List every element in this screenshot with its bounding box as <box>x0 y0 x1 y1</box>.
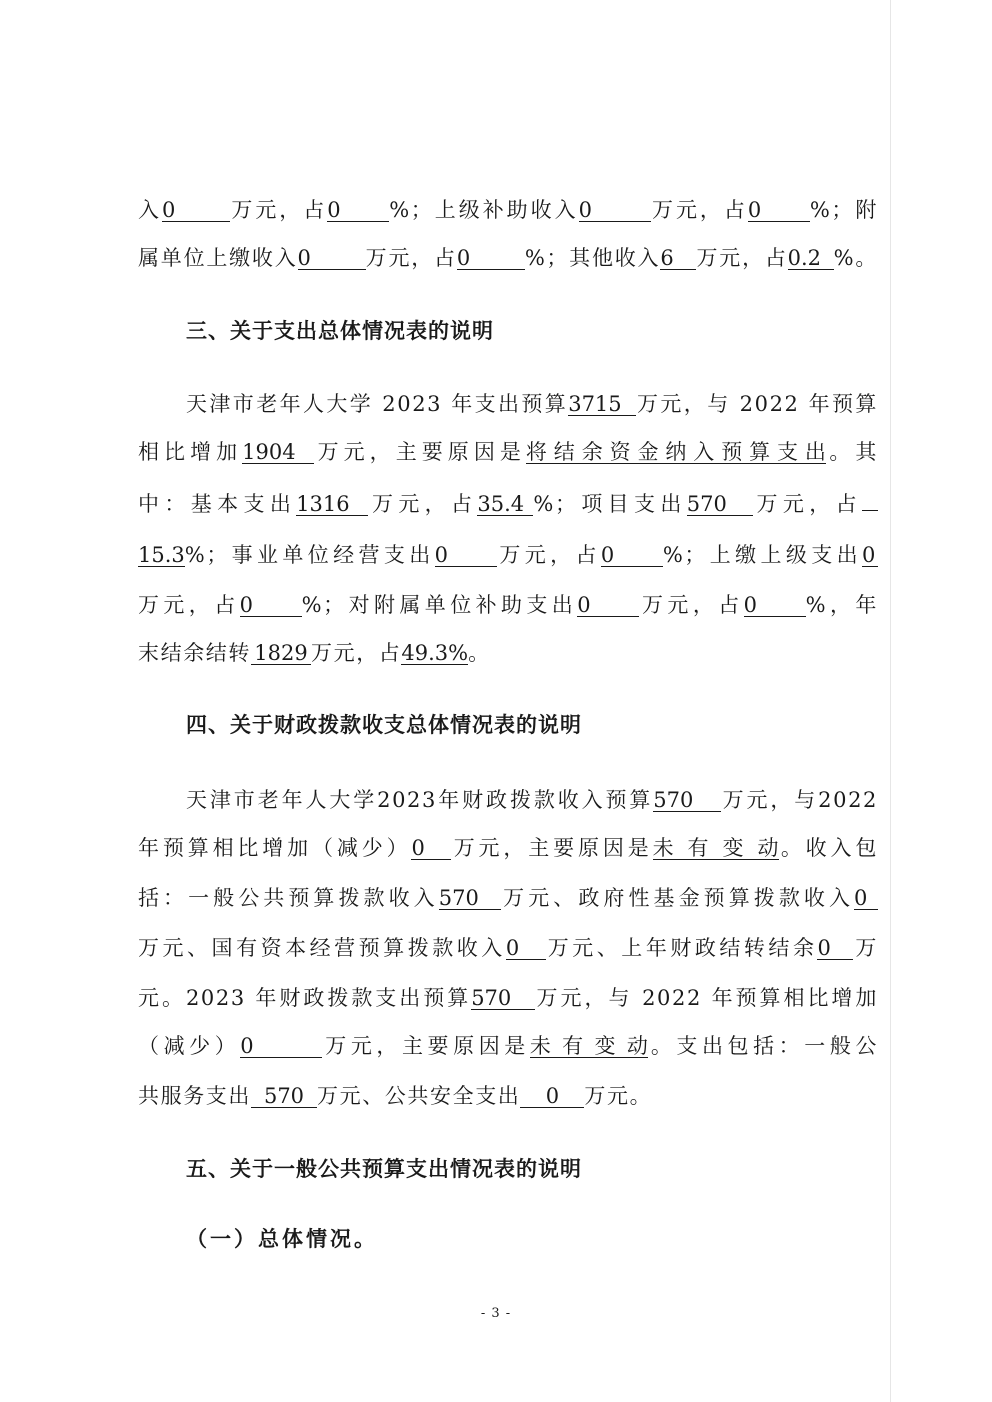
filled-value: 570 <box>251 1085 317 1108</box>
text-run: 四、关于财政拨款收支总体情况表的说明 <box>186 713 582 737</box>
paragraph-line <box>138 638 878 668</box>
text-run: 。支出包括：一般公 <box>647 1034 878 1058</box>
text-run: %；上级补助收入 <box>389 198 579 222</box>
filled-value: 0 <box>577 594 639 617</box>
paragraph-line <box>186 389 878 419</box>
text-run: 万元，占 <box>496 543 601 567</box>
text-run: %；其他收入 <box>524 246 661 270</box>
text-run: 天津市老年人大学 2023 年支出预算 <box>186 392 569 416</box>
filled-value: 0 <box>435 544 497 567</box>
text-run: 括：一般公共预算拨款收入 <box>138 886 439 910</box>
section-heading-fiscal-allocation <box>186 710 878 740</box>
filled-value: 0 <box>411 837 451 860</box>
filled-value: 0 <box>862 544 878 567</box>
paragraph-line <box>138 833 878 863</box>
text-run: 万元，与2022 <box>721 788 878 812</box>
section-heading-expenditure <box>186 316 878 346</box>
filled-value: 1829 <box>251 642 311 665</box>
filled-value: 0 <box>240 1035 322 1058</box>
filled-value: 0 <box>520 1085 584 1108</box>
text-run: 万元，占 <box>639 593 744 617</box>
text-run: 万元，占 <box>365 246 457 270</box>
page-edge-shadow <box>890 0 891 1402</box>
filled-value: 15.3 <box>138 543 185 567</box>
text-run: 万元，占 <box>311 641 402 665</box>
text-run: %；上缴上级支出 <box>662 543 862 567</box>
text-run: 万元，主要原因是 <box>451 836 653 860</box>
filled-value: 0 <box>748 199 810 222</box>
filled-value: 570 <box>439 887 501 910</box>
paragraph-line <box>138 933 878 963</box>
text-run: 万元、政府性基金预算拨款收入 <box>500 886 855 910</box>
text-run: 万元，占 <box>229 198 328 222</box>
text-run: %；项目支出 <box>533 492 687 516</box>
filled-value: 未有变动 <box>652 836 779 860</box>
text-run: %。 <box>833 246 878 270</box>
filled-value: 0 <box>298 247 366 270</box>
text-run: 万元，主要原因是 <box>322 1034 530 1058</box>
paragraph-line <box>138 590 878 620</box>
text-run: 万元，与 2022 年预算 <box>636 392 878 416</box>
text-run: 万元、上年财政结转结余 <box>545 936 818 960</box>
paragraph-line <box>138 489 878 519</box>
filled-value: 未有变动 <box>529 1034 648 1058</box>
filled-value: 0 <box>506 937 546 960</box>
filled-value: 0 <box>744 594 806 617</box>
paragraph-line <box>138 437 878 467</box>
filled-value: 6 <box>660 247 696 270</box>
text-run: 元。2023 年财政拨款支出预算 <box>138 986 472 1010</box>
filled-value: 49.3% <box>401 641 469 665</box>
filled-value: 35.4 <box>477 493 533 516</box>
text-run: %，年 <box>805 593 879 617</box>
text-run: （减少） <box>138 1034 241 1058</box>
paragraph-line <box>138 540 878 570</box>
text-run: 属单位上缴收入 <box>138 246 298 270</box>
text-run: （一）总体情况。 <box>186 1227 378 1251</box>
filled-value: 0 <box>601 544 663 567</box>
filled-value: 0 <box>327 199 389 222</box>
text-run: 万元，主要原因是 <box>314 440 526 464</box>
text-run: 万元、国有资本经营预算拨款收入 <box>138 936 506 960</box>
paragraph-line <box>138 243 878 273</box>
paragraph-line <box>138 1081 878 1111</box>
text-run: 五、关于一般公共预算支出情况表的说明 <box>186 1157 582 1181</box>
text-run: 天津市老年人大学2023年财政拨款收入预算 <box>186 788 654 812</box>
page-number: - 3 - <box>480 1306 512 1321</box>
text-run: 万元，与 2022 年预算相比增加 <box>535 986 879 1010</box>
text-run: 末结余结转 <box>138 641 251 665</box>
paragraph-line <box>186 785 878 815</box>
filled-value: 3715 <box>568 393 636 416</box>
filled-value: 0 <box>817 937 853 960</box>
filled-value: 0 <box>579 199 651 222</box>
text-run: 年预算相比增加（减少） <box>138 836 412 860</box>
paragraph-line <box>138 983 878 1013</box>
text-run: 万元，占 <box>696 246 788 270</box>
text-run: 三、关于支出总体情况表的说明 <box>186 319 494 343</box>
text-run: 万元，占 <box>752 492 862 516</box>
filled-value: 1316 <box>296 493 368 516</box>
text-run: %；对附属单位补助支出 <box>301 593 578 617</box>
section-heading-general-budget <box>186 1154 878 1184</box>
filled-value <box>862 510 878 511</box>
paragraph-line <box>138 883 878 913</box>
text-run: %；事业单位经营支出 <box>184 543 435 567</box>
text-run: 万元，占 <box>138 593 240 617</box>
filled-value: 0 <box>457 247 525 270</box>
filled-value: 570 <box>471 987 535 1010</box>
paragraph-line <box>138 195 878 225</box>
text-run: 中：基本支出 <box>138 492 297 516</box>
filled-value: 0 <box>240 594 302 617</box>
paragraph-line <box>138 1031 878 1061</box>
text-run: 万 <box>853 936 878 960</box>
text-run: 。其 <box>825 440 878 464</box>
text-run: 万元、公共安全支出 <box>317 1084 521 1108</box>
filled-value: 将结余资金纳入预算支出 <box>525 440 826 464</box>
text-run: %；附 <box>809 198 878 222</box>
filled-value: 0 <box>854 887 878 910</box>
text-run: 万元，占 <box>368 492 478 516</box>
filled-value: 570 <box>687 493 753 516</box>
text-run: 相比增加 <box>138 440 243 464</box>
subsection-heading <box>186 1224 878 1254</box>
filled-value: 1904 <box>242 441 314 464</box>
filled-value: 570 <box>653 789 721 812</box>
filled-value: 0 <box>162 199 230 222</box>
text-run: 万元，占 <box>650 198 748 222</box>
text-run: 共服务支出 <box>138 1084 251 1108</box>
text-run: 万元。 <box>584 1084 653 1108</box>
text-run: 。收入包 <box>778 836 878 860</box>
text-run: 。 <box>468 641 491 665</box>
text-run: 入 <box>138 198 162 222</box>
filled-value: 0.2 <box>788 247 834 270</box>
